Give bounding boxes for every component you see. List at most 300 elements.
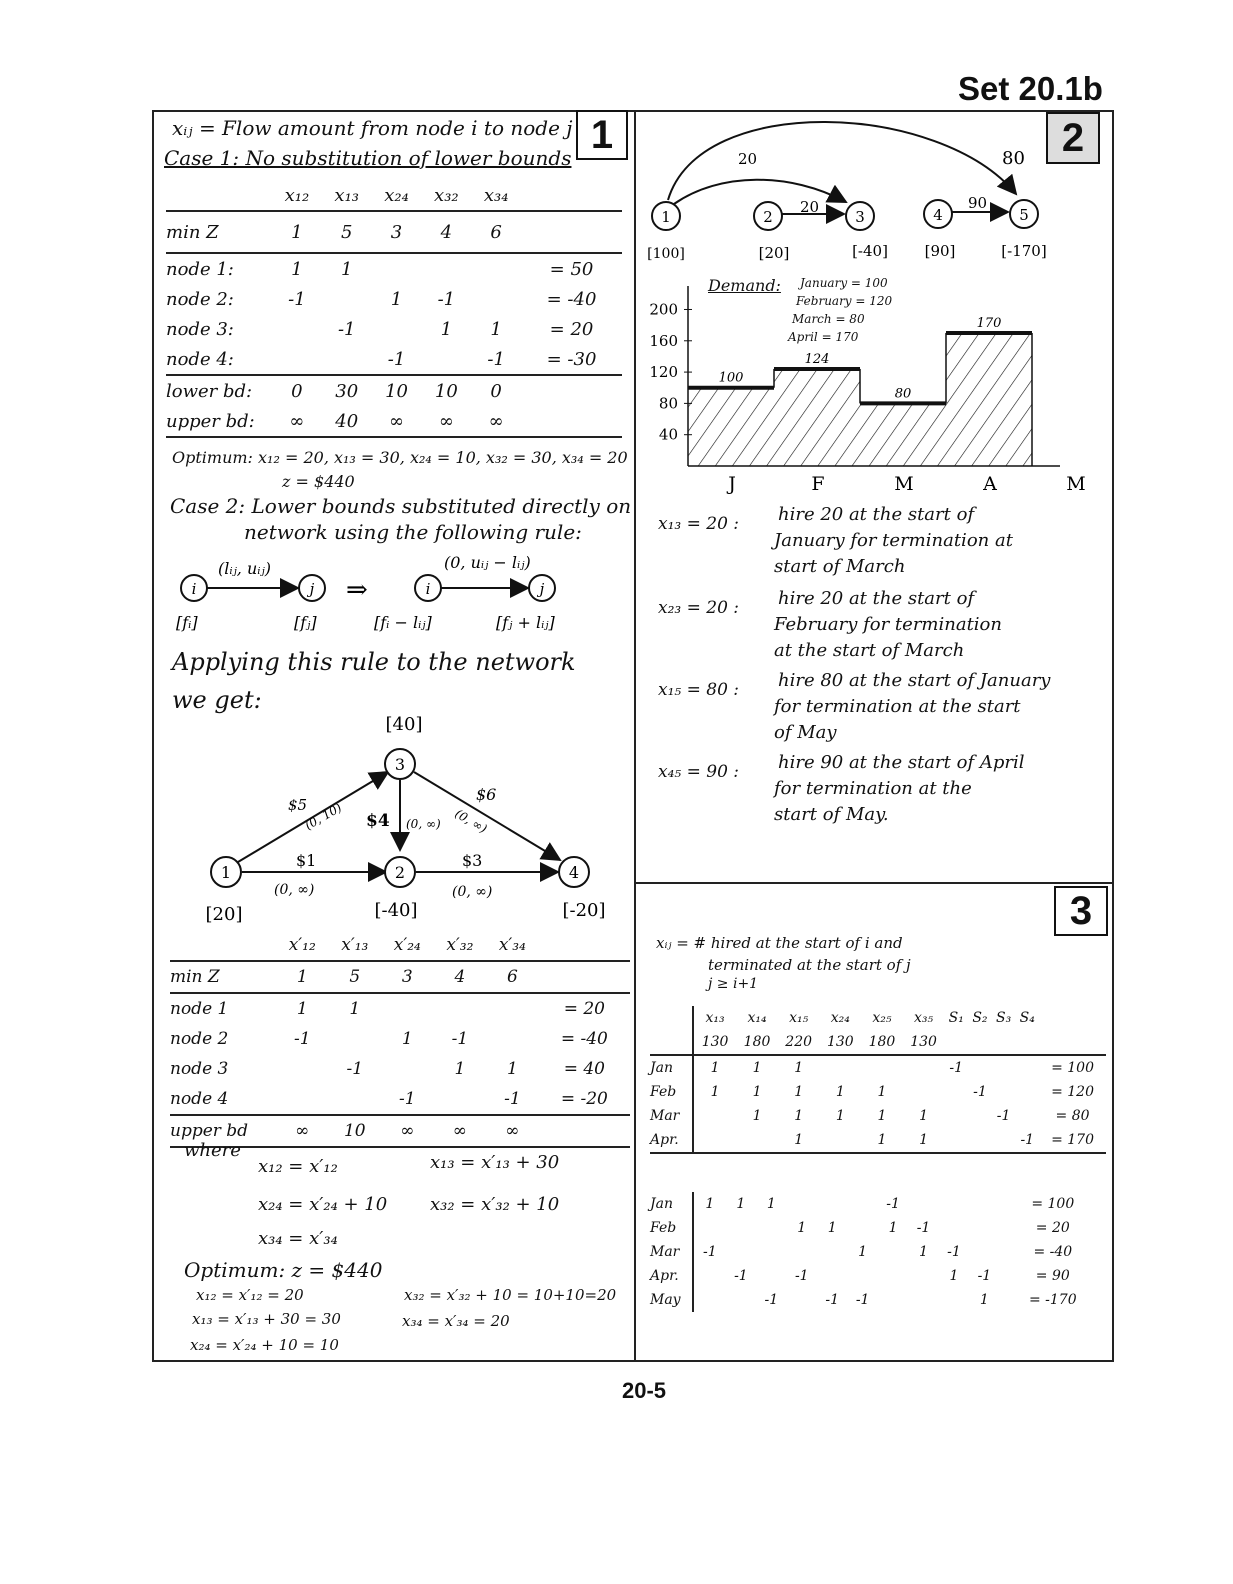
p3-top-r0-c7: -1 [949, 1060, 964, 1076]
t1-r0-c6 [521, 211, 622, 253]
exp-line-3-0: hire 90 at the start of April [778, 752, 1025, 773]
p3-bot-r0-c1: 1 [705, 1196, 715, 1212]
section-divider [636, 882, 1114, 884]
t1-h5: x₃₄ [471, 180, 521, 211]
t1-r1-c6: = 50 [549, 258, 594, 280]
t1-h6 [521, 180, 622, 211]
p3-bot-r0-c10 [969, 1192, 999, 1216]
exp-line-1-1: February for termination [774, 614, 1002, 635]
t2-r0-c6 [539, 961, 630, 993]
p3-costs-c2: 180 [736, 1030, 778, 1055]
hn-supply-2: [20] [758, 244, 790, 262]
z-case1: z = $440 [282, 472, 355, 491]
t1-r1-c0: node 1: [166, 258, 234, 280]
t1-r3-c3 [372, 314, 422, 344]
t1-r5-c6 [521, 375, 622, 406]
net-supply-1: [20] [205, 904, 243, 925]
net-bounds-3-4: (0, ∞) [452, 806, 490, 836]
t1-r3-c6: = 20 [549, 318, 594, 340]
p3-top-r3-c7 [944, 1128, 968, 1153]
t2-r5-c3: ∞ [381, 1115, 434, 1147]
p3-top-r2-c11: = 80 [1055, 1108, 1090, 1124]
case2-subtitle: network using the following rule: [244, 520, 582, 544]
p3-bot-r1-c8: -1 [916, 1220, 931, 1236]
ytick-label-0: 40 [658, 425, 678, 444]
p3-top-r3-c1 [693, 1128, 736, 1153]
p3-header-c9: S₃ [995, 1010, 1012, 1026]
p3-top-r0-c2: 1 [752, 1060, 762, 1076]
p3-bot-r3-c11: = 90 [1035, 1268, 1070, 1284]
p3-top-r3-c4 [819, 1128, 861, 1153]
exp-line-1-0: hire 20 at the start of [778, 588, 975, 609]
t2-r3-c3 [381, 1054, 434, 1084]
t2-h4: x′₃₂ [434, 930, 487, 961]
p3-header-c10: S₄ [1019, 1010, 1035, 1026]
exp-line-3-1: for termination at the [774, 778, 972, 799]
ytick-label-3: 160 [649, 331, 678, 350]
p3-table-bottom [650, 1192, 1106, 1312]
demand-title: Demand: [708, 276, 781, 295]
p3-top-r0-c1: 1 [710, 1060, 720, 1076]
t1-r6-c3: ∞ [372, 406, 422, 437]
ytick-label-4: 200 [649, 300, 678, 319]
t1-r6-c1: ∞ [272, 406, 322, 437]
t2-r3-c4: 1 [454, 1059, 466, 1079]
p3-header-c11 [1039, 1006, 1106, 1030]
demand-area-0 [688, 388, 774, 466]
p3-bot-r4-c11: = -170 [1028, 1292, 1077, 1308]
t1-r2-c0: node 2: [166, 288, 234, 310]
page-title: Set 20.1b [958, 70, 1103, 107]
p3-bot-r2-c8: 1 [919, 1244, 928, 1260]
t1-r2-c5 [471, 284, 521, 314]
t2-r1-c4 [434, 993, 487, 1024]
hn-node-1-label: 1 [661, 208, 671, 226]
demand-area-3 [946, 333, 1032, 466]
net-bounds-3-2: (0, ∞) [406, 817, 441, 831]
p3-bot-r3-c10: -1 [977, 1268, 992, 1284]
where-label: where [184, 1140, 241, 1161]
p3-header-c5: x₂₅ [872, 1010, 892, 1026]
t1-r6-c0: upper bd: [166, 406, 272, 437]
p3-top-r1-c10 [1015, 1080, 1039, 1104]
net-cost-1-2: $1 [296, 851, 317, 870]
p3-bot-r3-c2: -1 [734, 1268, 748, 1284]
p3-bot-r3-c0: Apr. [650, 1264, 693, 1288]
p3-costs-c7 [944, 1030, 968, 1055]
t1-r2-c3: 1 [390, 288, 403, 310]
t1-r5-c5: 0 [490, 380, 502, 402]
hn-flow-4-5: 90 [968, 194, 988, 212]
p3-top-r0-c4 [819, 1055, 861, 1080]
section-3-badge: 3 [1054, 886, 1108, 936]
p3-bot-r3-c4: -1 [794, 1268, 809, 1284]
t1-r0-c2: 5 [322, 211, 372, 253]
t1-h0 [166, 180, 272, 211]
demand-january: January = 100 [800, 276, 888, 290]
p3-bot-r2-c6: 1 [858, 1244, 868, 1260]
subst-eq-4: x₃₂ = x′₃₂ + 10 [430, 1194, 560, 1215]
p3-bot-r0-c7: -1 [886, 1196, 900, 1212]
t1-r5-c1: 0 [291, 380, 303, 402]
p3-bot-r3-c6 [847, 1264, 877, 1288]
p3-bot-r0-c0: Jan [650, 1192, 693, 1216]
t2-r4-c5: -1 [486, 1084, 539, 1115]
p3-bot-r0-c8 [908, 1192, 938, 1216]
exp-var-0: x₁₃ = 20 : [658, 514, 740, 534]
p3-bot-r0-c6 [847, 1192, 877, 1216]
t1-r1-c4 [421, 253, 471, 284]
hn-flow-1-3: 20 [738, 150, 758, 168]
p3-table-top [650, 1006, 1106, 1154]
t2-r0-c3: 3 [381, 961, 434, 993]
p3-header-c6: x₃₅ [914, 1010, 934, 1026]
p3-bot-r1-c11: = 20 [1035, 1220, 1070, 1236]
p3-top-r1-c4: 1 [835, 1084, 845, 1100]
xtick-label-4: M [1066, 473, 1086, 495]
p3-top-r1-c2: 1 [752, 1084, 762, 1100]
p3-bot-r4-c8 [908, 1288, 938, 1312]
t1-r3-c1 [272, 314, 322, 344]
xtick-label-3: A [983, 473, 997, 495]
subst-eq-1: x₁₂ = x′₁₂ [258, 1156, 338, 1177]
p3-header-c0 [650, 1006, 693, 1030]
p3-costs-c10 [1015, 1030, 1039, 1055]
t2-r2-c2 [329, 1024, 382, 1054]
hn-flow-2-3: 20 [800, 198, 820, 216]
t2-r0-c5: 6 [486, 961, 539, 993]
p3-bot-r0-c11: = 100 [1031, 1196, 1075, 1212]
t1-r0-c4: 4 [421, 211, 471, 253]
hn-arc-1-5 [668, 122, 1016, 200]
p3-bot-r4-c1 [693, 1288, 726, 1312]
demand-march: March = 80 [792, 312, 865, 326]
p3-top-r1-c6 [903, 1080, 945, 1104]
rule-diagram [166, 548, 626, 640]
t2-r4-c1 [276, 1084, 329, 1115]
hn-supply-5: [-170] [1001, 242, 1047, 260]
p3-header-c4: x₂₄ [830, 1010, 850, 1026]
net-supply-2: [-40] [374, 900, 418, 921]
t1-r2-c1: -1 [288, 288, 306, 310]
optimum-case1: Optimum: x₁₂ = 20, x₁₃ = 30, x₂₄ = 10, x₃₂ = 30, x₃₄ = 20 [172, 448, 628, 467]
p3-top-r0-c11: = 100 [1051, 1060, 1094, 1076]
t1-r4-c3: -1 [372, 344, 422, 375]
t1-r1-c3 [372, 253, 422, 284]
p3-top-r3-c8 [968, 1128, 992, 1153]
p3-header-c1: x₁₃ [705, 1010, 725, 1026]
t1-r5-c4: 10 [434, 380, 458, 402]
p3-bot-r1-c2 [726, 1216, 756, 1240]
t2-r1-c2: 1 [349, 999, 361, 1019]
t2-r1-c3 [381, 993, 434, 1024]
hiring-network [640, 112, 1060, 270]
p3-bot-r1-c0: Feb [650, 1216, 693, 1240]
p3-top-r3-c5: 1 [861, 1128, 903, 1153]
rule-i-right: i [425, 580, 431, 598]
demand-value-label-3: 170 [976, 315, 1002, 331]
demand-value-label-1: 124 [804, 351, 830, 367]
p3-top-r1-c5: 1 [877, 1084, 887, 1100]
t1-r3-c0: node 3: [166, 318, 234, 340]
case1-table [166, 180, 622, 438]
t1-r4-c4 [421, 344, 471, 375]
p3-costs-c6: 130 [903, 1030, 945, 1055]
p3-bot-r2-c11: = -40 [1033, 1244, 1073, 1260]
exp-line-0-2: start of March [774, 556, 906, 577]
p3-top-r1-c3: 1 [794, 1084, 804, 1100]
net-cost-1-3: $5 [288, 796, 308, 814]
net-node-4-label: 4 [568, 863, 580, 882]
t2-r2-c4: -1 [451, 1029, 469, 1049]
t2-h1: x′₁₂ [276, 930, 329, 961]
p3-bot-r4-c7 [878, 1288, 908, 1312]
p3-top-r2-c9: -1 [996, 1108, 1011, 1124]
rule-left-bounds: (lᵢⱼ, uᵢⱼ) [218, 559, 271, 578]
p3-top-r0-c10 [1015, 1055, 1039, 1080]
t2-r0-c4: 4 [434, 961, 487, 993]
net-supply-3: [40] [385, 714, 423, 735]
t1-h4: x₃₂ [421, 180, 471, 211]
t1-r3-c4: 1 [440, 318, 453, 340]
p3-costs-c3: 220 [778, 1030, 820, 1055]
part1-definition: xᵢⱼ = Flow amount from node i to node j [172, 116, 573, 140]
p3-bot-r1-c6 [847, 1216, 877, 1240]
solution-x13: x₁₃ = x′₁₃ + 30 = 30 [192, 1310, 341, 1328]
p3-top-r1-c8: -1 [973, 1084, 987, 1100]
p3-top-r0-c0: Jan [650, 1055, 693, 1080]
section-1-badge: 1 [576, 110, 628, 160]
t1-r4-c2 [322, 344, 372, 375]
t1-r3-c2: -1 [337, 318, 356, 340]
p3-costs-c8 [968, 1030, 992, 1055]
t2-r4-c0: node 4 [170, 1084, 276, 1115]
p3-bot-r3-c3 [756, 1264, 786, 1288]
t1-r0-c0: min Z [166, 211, 272, 253]
p3-bot-r4-c0: May [650, 1288, 693, 1312]
t2-r1-c5 [486, 993, 539, 1024]
t1-r1-c1: 1 [291, 258, 303, 280]
p3-top-r3-c10: -1 [1015, 1128, 1039, 1153]
hn-supply-3: [-40] [852, 242, 888, 260]
p3-top-r1-c9 [992, 1080, 1016, 1104]
p3-def-3: j ≥ i+1 [708, 976, 759, 992]
part1-case1: Case 1: No substitution of lower bounds [164, 146, 572, 170]
p3-top-r1-c0: Feb [650, 1080, 693, 1104]
p3-bot-r2-c0: Mar [650, 1240, 693, 1264]
p3-bot-r3-c7 [878, 1264, 908, 1288]
rule-fj: [fⱼ] [294, 613, 317, 632]
rule-arrow: ⇒ [346, 575, 368, 605]
rule-fj-new: [fⱼ + lᵢⱼ] [496, 613, 555, 632]
p3-header-c2: x₁₄ [747, 1010, 767, 1026]
p3-bot-r0-c2: 1 [736, 1196, 746, 1212]
apply-line-1: Applying this rule to the network [172, 648, 576, 676]
hn-supply-1: [100] [647, 246, 685, 262]
t1-r4-c6: = -30 [521, 344, 622, 375]
p3-bot-r0-c4 [787, 1192, 817, 1216]
t2-r5-c1: ∞ [276, 1115, 329, 1147]
p3-bot-r4-c6: -1 [855, 1292, 870, 1308]
hn-supply-4: [90] [924, 242, 956, 260]
t2-r3-c0: node 3 [170, 1059, 229, 1079]
t2-r5-c6 [539, 1115, 630, 1147]
p3-top-r2-c1 [693, 1104, 736, 1128]
case2-table [170, 930, 630, 1148]
p3-bot-r4-c9 [939, 1288, 969, 1312]
p3-top-r3-c2 [736, 1128, 778, 1153]
demand-area-1 [774, 369, 860, 466]
p3-bot-r1-c10 [969, 1216, 999, 1240]
p3-top-r3-c11: = 170 [1039, 1128, 1106, 1153]
t1-r0-c1: 1 [272, 211, 322, 253]
t2-r4-c2 [329, 1084, 382, 1115]
p3-top-r2-c3: 1 [794, 1108, 804, 1124]
t2-r5-c4: ∞ [434, 1115, 487, 1147]
t1-h2: x₁₃ [322, 180, 372, 211]
p3-bot-r2-c1: -1 [703, 1244, 717, 1260]
demand-chart [640, 280, 1100, 500]
t2-h2: x′₁₃ [329, 930, 382, 961]
section-2-badge: 2 [1046, 112, 1100, 164]
solution-x32: x₃₂ = x′₃₂ + 10 = 10+10=20 [404, 1286, 617, 1304]
p3-bot-r2-c9: -1 [947, 1244, 961, 1260]
p3-bot-r1-c7: 1 [888, 1220, 898, 1236]
p3-header-c3: x₁₅ [789, 1010, 809, 1026]
column-divider [634, 110, 636, 1362]
net-bounds-1-2: (0, ∞) [274, 882, 315, 898]
p3-header-c8: S₂ [972, 1010, 988, 1026]
t2-h5: x′₃₄ [486, 930, 539, 961]
exp-line-0-0: hire 20 at the start of [778, 504, 975, 525]
exp-var-1: x₂₃ = 20 : [658, 598, 740, 618]
p3-bot-r0-c9 [939, 1192, 969, 1216]
xtick-label-0: J [728, 473, 736, 495]
p3-bot-r1-c3 [756, 1216, 786, 1240]
t1-r5-c3: 10 [385, 380, 408, 402]
p3-bot-r4-c4 [787, 1288, 817, 1312]
rule-i-left: i [191, 580, 197, 598]
net-node-2-label: 2 [394, 863, 406, 882]
p3-bot-r1-c9 [939, 1216, 969, 1240]
exp-line-2-1: for termination at the start [774, 696, 1021, 717]
t1-r0-c3: 3 [372, 211, 422, 253]
p3-top-r2-c10 [1015, 1104, 1039, 1128]
hn-node-2-label: 2 [763, 208, 773, 226]
p3-top-r0-c5 [861, 1055, 903, 1080]
exp-line-0-1: January for termination at [774, 530, 1013, 551]
subst-eq-3: x₂₄ = x′₂₄ + 10 [258, 1194, 388, 1215]
p3-top-r0-c6 [903, 1055, 945, 1080]
t2-r4-c6: = -20 [539, 1084, 630, 1115]
p3-top-r3-c3: 1 [778, 1128, 820, 1153]
t2-r2-c5 [486, 1024, 539, 1054]
net-bounds-2-4: (0, ∞) [452, 884, 493, 900]
t1-r6-c6 [521, 406, 622, 437]
t1-h1: x₁₂ [272, 180, 322, 211]
ytick-label-2: 120 [649, 363, 678, 382]
t2-r1-c1: 1 [296, 999, 308, 1019]
p3-bot-r0-c3: 1 [766, 1196, 776, 1212]
p3-bot-r4-c10: 1 [979, 1292, 989, 1308]
hn-flow-1-5: 80 [1002, 148, 1025, 169]
exp-line-2-2: of May [774, 722, 837, 743]
t2-r5-c2: 10 [329, 1115, 382, 1147]
p3-bot-r2-c4 [787, 1240, 817, 1264]
rule-j-right: j [539, 580, 545, 598]
p3-top-r3-c6: 1 [903, 1128, 945, 1153]
t2-r4-c4 [434, 1084, 487, 1115]
t2-r5-c0: upper bd [170, 1115, 276, 1147]
t2-r2-c1: -1 [293, 1029, 311, 1049]
p3-costs-c4: 130 [819, 1030, 861, 1055]
net-bounds-1-3: (0, 10) [302, 800, 345, 833]
p3-costs-c5: 180 [861, 1030, 903, 1055]
t2-r1-c0: node 1 [170, 999, 229, 1019]
solution-x24: x₂₄ = x′₂₄ + 10 = 10 [190, 1336, 339, 1354]
p3-top-r2-c0: Mar [650, 1104, 693, 1128]
ytick-label-1: 80 [658, 394, 678, 413]
t1-r6-c4: ∞ [421, 406, 471, 437]
t1-r1-c2: 1 [340, 258, 353, 280]
page-number: 20-5 [622, 1378, 667, 1403]
solution-x34: x₃₄ = x′₃₄ = 20 [402, 1312, 510, 1330]
transformed-network [166, 700, 630, 930]
t1-r6-c5: ∞ [471, 406, 521, 437]
p3-bot-r1-c5: 1 [827, 1220, 837, 1236]
p3-bot-r4-c3: -1 [764, 1292, 779, 1308]
net-node-1-label: 1 [220, 863, 232, 882]
t2-h0 [170, 930, 276, 961]
rule-fi: [fᵢ] [176, 613, 198, 632]
optimum-case2: Optimum: z = $440 [184, 1258, 383, 1282]
p3-top-r2-c8 [968, 1104, 992, 1128]
demand-area-2 [860, 403, 946, 466]
p3-top-r2-c5: 1 [877, 1108, 887, 1124]
rule-fi-new: [fᵢ − lᵢⱼ] [374, 613, 432, 632]
hn-node-3-label: 3 [855, 208, 865, 226]
p3-bot-r4-c2 [726, 1288, 756, 1312]
demand-february: February = 120 [796, 294, 893, 308]
p3-costs-c0 [650, 1030, 693, 1055]
net-cost-2-4: $3 [462, 851, 483, 870]
rule-j-left: j [309, 580, 315, 598]
p3-top-r3-c0: Apr. [650, 1128, 693, 1153]
p3-top-r1-c11: = 120 [1051, 1084, 1094, 1100]
t1-r2-c2 [322, 284, 372, 314]
p3-bot-r1-c4: 1 [797, 1220, 807, 1236]
p3-costs-c9 [992, 1030, 1016, 1055]
p3-costs-c11 [1039, 1030, 1106, 1055]
demand-value-label-0: 100 [718, 370, 744, 386]
p3-top-r0-c8 [968, 1055, 992, 1080]
hn-node-5-label: 5 [1019, 206, 1029, 224]
t2-r3-c6: = 40 [563, 1059, 605, 1079]
rule-right-bounds: (0, uᵢⱼ − lᵢⱼ) [444, 553, 531, 572]
exp-var-3: x₄₅ = 90 : [658, 762, 740, 782]
t2-r5-c5: ∞ [486, 1115, 539, 1147]
exp-line-1-2: at the start of March [774, 640, 965, 661]
p3-bot-r2-c3 [756, 1240, 786, 1264]
net-supply-4: [-20] [562, 900, 606, 921]
net-cost-3-4: $6 [476, 785, 497, 804]
hn-arc-1-3 [674, 180, 846, 204]
p3-header-c7: S₁ [948, 1010, 964, 1026]
p3-top-r0-c3: 1 [794, 1060, 804, 1076]
t2-r0-c2: 5 [329, 961, 382, 993]
p3-top-r2-c7 [944, 1104, 968, 1128]
solution-x12: x₁₂ = x′₁₂ = 20 [196, 1286, 304, 1304]
